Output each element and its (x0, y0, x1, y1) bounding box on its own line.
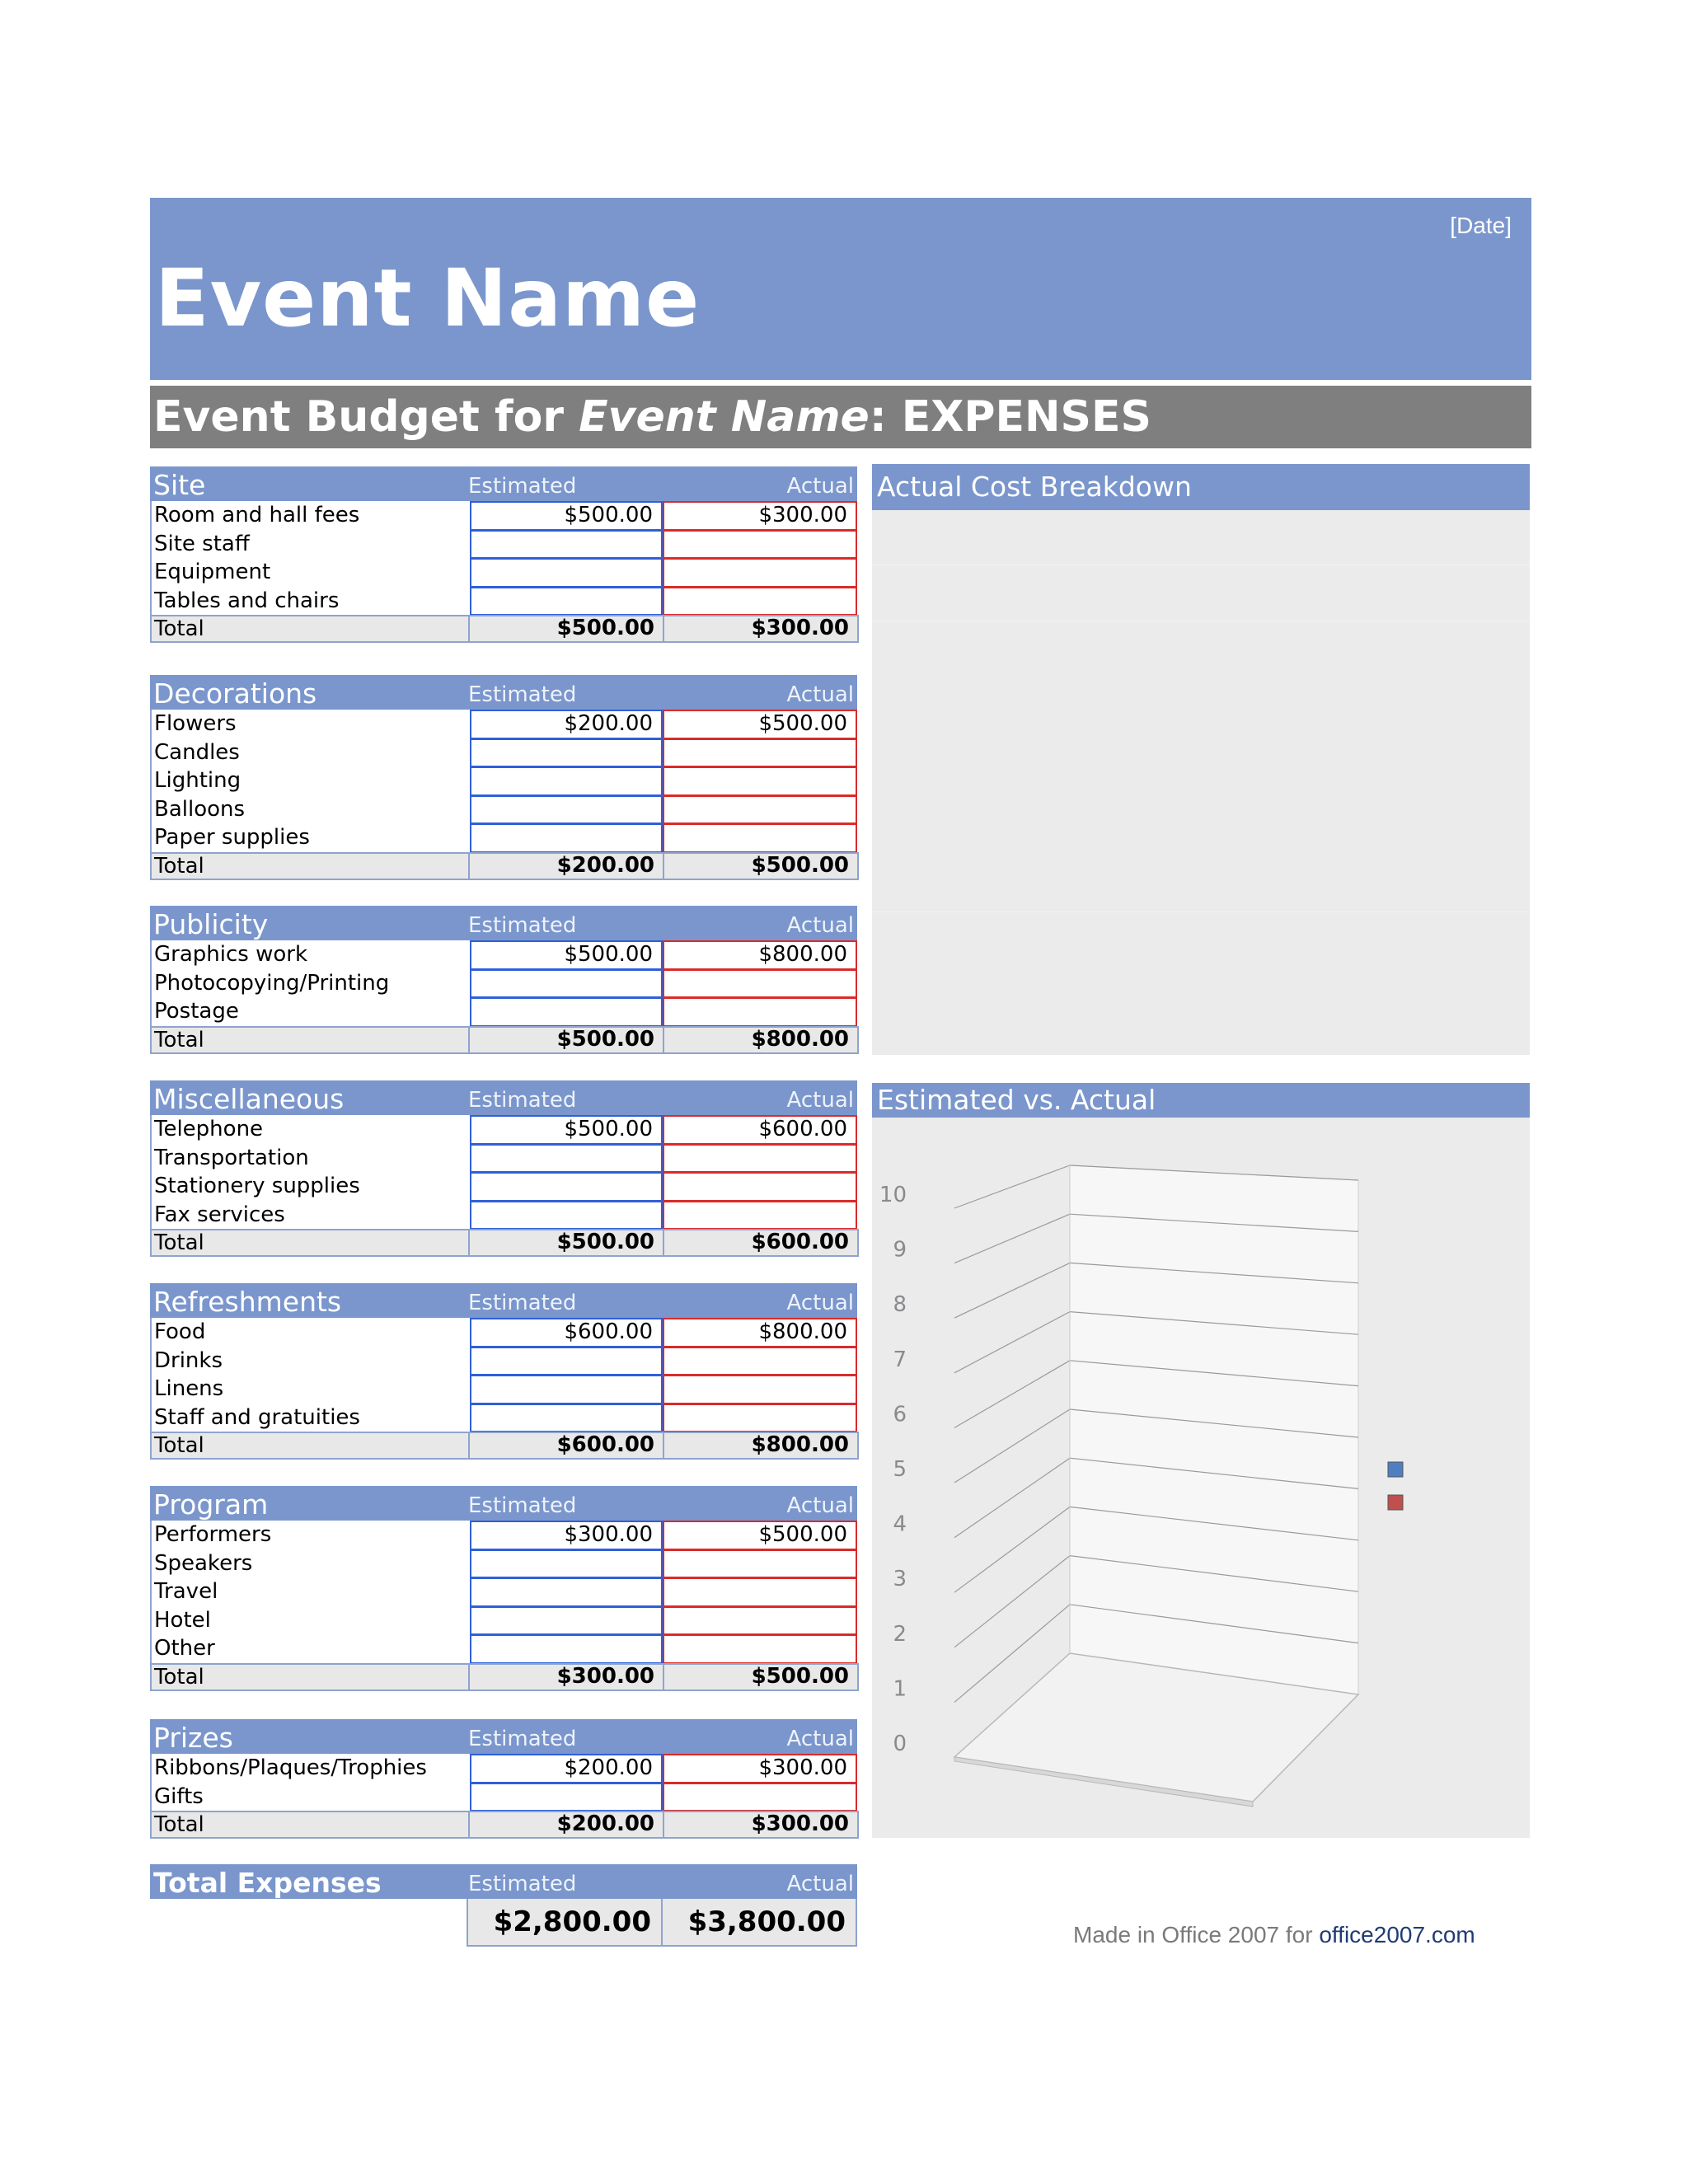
line-item-label: Candles (154, 739, 240, 765)
estimated-cell[interactable] (470, 1404, 663, 1432)
credit-line (1073, 1922, 1475, 1948)
comparison-panel-title: Estimated vs. Actual (872, 1083, 1530, 1118)
estimated-cell[interactable] (470, 1577, 663, 1606)
actual-cell[interactable] (663, 795, 857, 824)
page-subtitle (150, 386, 1531, 448)
estimated-column-label: Estimated (468, 474, 577, 499)
estimated-cell[interactable] (470, 587, 663, 616)
actual-cell[interactable]: $500.00 (663, 710, 857, 738)
credit-text: Made in Office 2007 for (1073, 1922, 1320, 1947)
actual-column-label: Actual (786, 1872, 854, 1896)
chart-side-gridline (954, 1165, 1070, 1208)
line-item-label: Food (154, 1319, 206, 1344)
line-item-row (152, 1754, 857, 1783)
estimated-cell[interactable] (470, 969, 663, 998)
actual-cell[interactable] (663, 530, 857, 559)
y-tick-label: 9 (893, 1237, 907, 1263)
total-expenses-header (150, 1864, 857, 1899)
section-total-row (150, 1663, 857, 1691)
estimated-cell[interactable]: $200.00 (470, 710, 663, 738)
actual-column-label: Actual (786, 682, 854, 707)
section-items (150, 1521, 857, 1663)
actual-cell[interactable] (663, 1549, 857, 1578)
chart-side-gridline (954, 1312, 1070, 1373)
budget-section (150, 466, 857, 643)
total-actual: $500.00 (663, 852, 859, 880)
estimated-cell[interactable]: $200.00 (470, 1754, 663, 1783)
section-items (150, 1115, 857, 1229)
line-item-label: Hotel (154, 1607, 211, 1633)
estimated-cell[interactable] (470, 1172, 663, 1201)
y-tick-label: 2 (893, 1621, 907, 1647)
actual-cell[interactable] (663, 738, 857, 767)
estimated-cell[interactable] (470, 1375, 663, 1404)
section-title: Site (153, 469, 206, 501)
line-item-label: Tables and chairs (154, 588, 340, 613)
estimated-cell[interactable] (470, 1347, 663, 1376)
estimated-cell[interactable]: $300.00 (470, 1521, 663, 1549)
actual-cell[interactable]: $800.00 (663, 940, 857, 969)
breakdown-panel-title: Actual Cost Breakdown (872, 464, 1530, 510)
line-item-row (152, 997, 857, 1026)
section-header (150, 1486, 857, 1521)
actual-cell[interactable]: $800.00 (663, 1318, 857, 1347)
estimated-cell[interactable] (470, 795, 663, 824)
total-actual: $600.00 (663, 1229, 859, 1257)
subtitle-prefix: Event Budget for (153, 392, 579, 442)
actual-column-label: Actual (786, 1493, 854, 1518)
line-item-label: Stationery supplies (154, 1174, 360, 1199)
line-item-label: Gifts (154, 1783, 204, 1809)
chart-back-wall (1070, 1165, 1358, 1694)
chart-side-gridline (954, 1263, 1070, 1318)
section-total-row (150, 852, 857, 880)
actual-cell[interactable] (663, 1347, 857, 1376)
line-item-label: Postage (154, 999, 239, 1024)
estimated-column-label: Estimated (468, 1291, 577, 1315)
estimated-cell[interactable] (470, 1634, 663, 1663)
line-item-label: Linens (154, 1376, 224, 1402)
legend-swatch (1388, 1495, 1403, 1510)
y-tick-label: 6 (893, 1402, 907, 1427)
line-item-row (152, 710, 857, 738)
line-item-row (152, 1577, 857, 1606)
actual-cell[interactable] (663, 1783, 857, 1811)
total-estimated: $300.00 (468, 1663, 664, 1691)
total-expenses-block (150, 1864, 857, 1947)
grand-total-estimated: $2,800.00 (467, 1899, 663, 1947)
section-items (150, 940, 857, 1026)
estimated-cell[interactable] (470, 1549, 663, 1578)
y-tick-label: 7 (893, 1347, 907, 1372)
line-item-row (152, 969, 857, 998)
section-total-row (150, 1811, 857, 1839)
total-estimated: $200.00 (468, 1811, 664, 1839)
line-item-row (152, 1318, 857, 1347)
section-items (150, 501, 857, 615)
budget-section (150, 1080, 857, 1257)
event-name-title: Event Name (155, 252, 701, 344)
actual-column-label: Actual (786, 913, 854, 938)
total-estimated: $500.00 (468, 615, 664, 643)
chart-side-gridline (954, 1361, 1070, 1428)
actual-cell[interactable] (663, 1375, 857, 1404)
estimated-column-label: Estimated (468, 1493, 577, 1518)
line-item-row (152, 1115, 857, 1144)
estimated-cell[interactable]: $600.00 (470, 1318, 663, 1347)
line-item-label: Drinks (154, 1347, 223, 1373)
line-item-row (152, 795, 857, 824)
line-item-label: Travel (154, 1579, 218, 1605)
header-banner (150, 198, 1531, 380)
total-expenses-values (150, 1899, 857, 1947)
section-total-row (150, 1432, 857, 1460)
budget-section (150, 1719, 857, 1839)
actual-column-label: Actual (786, 1088, 854, 1113)
estimated-cell[interactable]: $500.00 (470, 940, 663, 969)
budget-section (150, 1486, 857, 1691)
total-label: Total (154, 1433, 204, 1459)
line-item-label: Site staff (154, 531, 250, 556)
section-header (150, 906, 857, 940)
estimated-column-label: Estimated (468, 1088, 577, 1113)
subtitle-event-name: Event Name (579, 392, 870, 442)
chart-side-gridline (954, 1214, 1070, 1263)
total-label: Total (154, 1664, 204, 1690)
line-item-label: Ribbons/Plaques/Trophies (154, 1755, 427, 1780)
line-item-label: Photocopying/Printing (154, 970, 390, 996)
actual-cell[interactable]: $500.00 (663, 1521, 857, 1549)
chart-side-gridline (954, 1458, 1070, 1537)
total-label: Total (154, 853, 204, 879)
total-label: Total (154, 616, 204, 642)
actual-cell[interactable] (663, 1172, 857, 1201)
line-item-row (152, 1783, 857, 1811)
line-item-label: Graphics work (154, 942, 307, 967)
credit-link[interactable]: office2007.com (1319, 1922, 1475, 1947)
budget-section (150, 675, 857, 880)
line-item-row (152, 501, 857, 530)
total-actual: $800.00 (663, 1432, 859, 1460)
section-total-row (150, 1229, 857, 1257)
estimated-cell[interactable]: $500.00 (470, 501, 663, 530)
section-header (150, 1080, 857, 1115)
estimated-column-label: Estimated (468, 1727, 577, 1751)
line-item-row (152, 558, 857, 587)
line-item-row (152, 1521, 857, 1549)
actual-cell[interactable] (663, 1634, 857, 1663)
line-item-label: Equipment (154, 560, 271, 585)
line-item-label: Other (154, 1636, 215, 1661)
estimated-cell[interactable] (470, 738, 663, 767)
line-item-row (152, 766, 857, 795)
comparison-chart-area (872, 1118, 1530, 1838)
date-field[interactable]: [Date] (1450, 213, 1512, 238)
actual-cell[interactable] (663, 1606, 857, 1635)
total-estimated: $600.00 (468, 1432, 664, 1460)
breakdown-chart-area (872, 510, 1530, 1055)
line-item-label: Transportation (154, 1145, 309, 1170)
total-actual: $300.00 (663, 615, 859, 643)
actual-cell[interactable] (663, 558, 857, 587)
total-label: Total (154, 1812, 204, 1838)
actual-cell[interactable] (663, 969, 857, 998)
actual-cell[interactable]: $300.00 (663, 1754, 857, 1783)
actual-cell[interactable] (663, 823, 857, 852)
estimated-column-label: Estimated (468, 682, 577, 707)
section-title: Prizes (153, 1722, 233, 1754)
y-tick-label: 10 (879, 1183, 907, 1207)
actual-cell[interactable] (663, 997, 857, 1026)
actual-cell[interactable] (663, 1144, 857, 1173)
estimated-cell[interactable] (470, 1606, 663, 1635)
estimated-cell[interactable] (470, 530, 663, 559)
line-item-label: Room and hall fees (154, 503, 360, 527)
line-item-label: Fax services (154, 1202, 285, 1227)
actual-cell[interactable]: $600.00 (663, 1115, 857, 1144)
section-items (150, 1318, 857, 1432)
total-estimated: $200.00 (468, 852, 664, 880)
section-title: Publicity (153, 908, 269, 940)
line-item-label: Lighting (154, 768, 241, 794)
estimated-cell[interactable] (470, 1201, 663, 1230)
line-item-row (152, 587, 857, 616)
section-items (150, 1754, 857, 1811)
y-tick-label: 3 (893, 1567, 907, 1592)
total-expenses-title: Total Expenses (153, 1867, 382, 1899)
estimated-cell[interactable] (470, 997, 663, 1026)
section-header (150, 1719, 857, 1754)
estimated-cell[interactable] (470, 823, 663, 852)
grand-total-actual: $3,800.00 (661, 1899, 857, 1947)
line-item-label: Staff and gratuities (154, 1404, 360, 1430)
y-tick-label: 4 (893, 1511, 907, 1537)
line-item-label: Speakers (154, 1550, 253, 1576)
y-tick-label: 1 (893, 1676, 907, 1702)
chart-side-gridline (954, 1507, 1070, 1592)
line-item-row (152, 1404, 857, 1432)
actual-cell[interactable] (663, 1404, 857, 1432)
total-estimated: $500.00 (468, 1026, 664, 1054)
total-label: Total (154, 1027, 204, 1052)
line-item-label: Paper supplies (154, 825, 310, 851)
estimated-column-label: Estimated (468, 913, 577, 938)
section-title: Decorations (153, 677, 317, 710)
estimated-cell[interactable]: $500.00 (470, 1115, 663, 1144)
total-estimated: $500.00 (468, 1229, 664, 1257)
line-item-row (152, 1172, 857, 1201)
actual-cell[interactable] (663, 1201, 857, 1230)
line-item-row (152, 1144, 857, 1173)
section-header (150, 466, 857, 501)
line-item-label: Flowers (154, 711, 237, 736)
actual-cell[interactable]: $300.00 (663, 501, 857, 530)
actual-cell[interactable] (663, 587, 857, 616)
actual-cell[interactable] (663, 766, 857, 795)
line-item-row (152, 1347, 857, 1376)
y-tick-label: 5 (893, 1457, 907, 1482)
line-item-row (152, 1201, 857, 1230)
section-items (150, 710, 857, 852)
line-item-row (152, 530, 857, 559)
budget-section (150, 906, 857, 1054)
total-label: Total (154, 1230, 204, 1256)
budget-section (150, 1283, 857, 1460)
section-total-row (150, 1026, 857, 1054)
y-tick-label: 0 (893, 1732, 907, 1756)
section-title: Refreshments (153, 1286, 342, 1318)
section-total-row (150, 615, 857, 643)
y-tick-label: 8 (893, 1292, 907, 1318)
line-item-row (152, 738, 857, 767)
estimated-cell[interactable] (470, 558, 663, 587)
section-header (150, 675, 857, 710)
chart-side-gridline (954, 1409, 1070, 1483)
line-item-row (152, 940, 857, 969)
total-actual: $300.00 (663, 1811, 859, 1839)
legend-swatch (1388, 1462, 1403, 1477)
line-item-row (152, 1606, 857, 1635)
estimated-cell[interactable] (470, 1783, 663, 1811)
chart-side-gridline (954, 1556, 1070, 1647)
actual-column-label: Actual (786, 474, 854, 499)
line-item-row (152, 1634, 857, 1663)
total-actual: $500.00 (663, 1663, 859, 1691)
comparison-chart (872, 1118, 1530, 1838)
line-item-row (152, 823, 857, 852)
section-title: Miscellaneous (153, 1083, 345, 1115)
subtitle-suffix: : EXPENSES (869, 392, 1151, 442)
line-item-label: Performers (154, 1522, 272, 1547)
actual-column-label: Actual (786, 1727, 854, 1751)
estimated-column-label: Estimated (468, 1872, 577, 1896)
total-actual: $800.00 (663, 1026, 859, 1054)
actual-column-label: Actual (786, 1291, 854, 1315)
estimated-cell[interactable] (470, 1144, 663, 1173)
actual-cell[interactable] (663, 1577, 857, 1606)
line-item-label: Balloons (154, 796, 246, 822)
line-item-label: Telephone (154, 1117, 264, 1141)
line-item-row (152, 1549, 857, 1578)
estimated-cell[interactable] (470, 766, 663, 795)
section-header (150, 1283, 857, 1318)
section-title: Program (153, 1488, 269, 1521)
line-item-row (152, 1375, 857, 1404)
